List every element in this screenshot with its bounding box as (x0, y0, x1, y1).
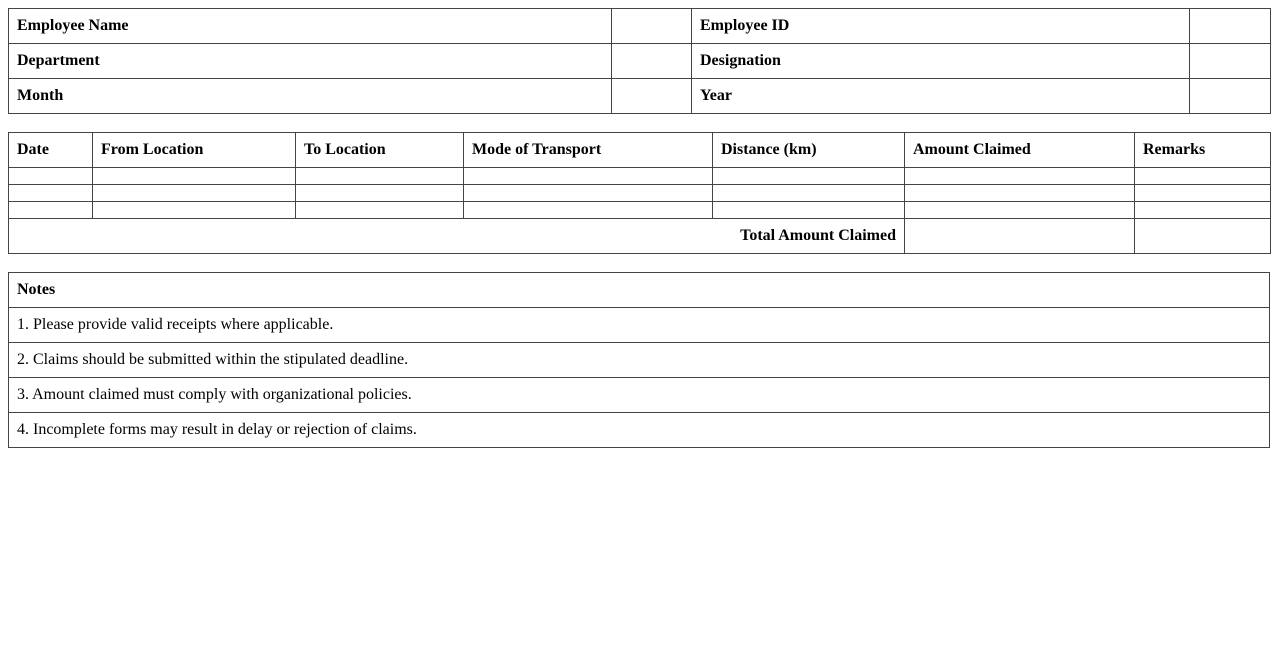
employee-info-table (8, 8, 1271, 114)
note-row (9, 413, 1270, 448)
employee-name-field[interactable] (612, 9, 692, 44)
header-mode-of-transport: Mode of Transport (464, 133, 713, 168)
note-row (9, 308, 1270, 343)
distance-cell[interactable] (713, 202, 905, 219)
note-item: 4. Incomplete forms may result in delay or rejection of claims. (9, 413, 1270, 448)
note-row (9, 343, 1270, 378)
month-field[interactable] (612, 79, 692, 114)
date-cell[interactable] (9, 185, 93, 202)
remarks-cell[interactable] (1135, 185, 1271, 202)
employee-name-row (9, 9, 1271, 44)
mode-of-transport-cell[interactable] (464, 168, 713, 185)
distance-cell[interactable] (713, 168, 905, 185)
department-label: Department (9, 44, 612, 79)
total-amount-label: Total Amount Claimed (9, 219, 905, 254)
header-remarks: Remarks (1135, 133, 1271, 168)
header-to-location: To Location (296, 133, 464, 168)
month-row (9, 79, 1271, 114)
total-remarks-field[interactable] (1135, 219, 1271, 254)
expense-row (9, 185, 1271, 202)
note-item: 3. Amount claimed must comply with organizational policies. (9, 378, 1270, 413)
header-amount-claimed: Amount Claimed (905, 133, 1135, 168)
remarks-cell[interactable] (1135, 202, 1271, 219)
header-date: Date (9, 133, 93, 168)
remarks-cell[interactable] (1135, 168, 1271, 185)
designation-label: Designation (692, 44, 1190, 79)
header-distance: Distance (km) (713, 133, 905, 168)
from-location-cell[interactable] (93, 185, 296, 202)
notes-table (8, 272, 1270, 448)
total-amount-field[interactable] (905, 219, 1135, 254)
mode-of-transport-cell[interactable] (464, 185, 713, 202)
year-label: Year (692, 79, 1190, 114)
expense-row (9, 168, 1271, 185)
amount-claimed-cell[interactable] (905, 185, 1135, 202)
year-field[interactable] (1190, 79, 1271, 114)
to-location-cell[interactable] (296, 185, 464, 202)
expense-header-row (9, 133, 1271, 168)
notes-header-row (9, 273, 1270, 308)
amount-claimed-cell[interactable] (905, 168, 1135, 185)
employee-name-label: Employee Name (9, 9, 612, 44)
notes-title: Notes (9, 273, 1270, 308)
note-row (9, 378, 1270, 413)
month-label: Month (9, 79, 612, 114)
employee-id-label: Employee ID (692, 9, 1190, 44)
designation-field[interactable] (1190, 44, 1271, 79)
total-row (9, 219, 1271, 254)
from-location-cell[interactable] (93, 202, 296, 219)
expense-table (8, 132, 1271, 254)
to-location-cell[interactable] (296, 168, 464, 185)
distance-cell[interactable] (713, 185, 905, 202)
department-row (9, 44, 1271, 79)
from-location-cell[interactable] (93, 168, 296, 185)
to-location-cell[interactable] (296, 202, 464, 219)
employee-id-field[interactable] (1190, 9, 1271, 44)
amount-claimed-cell[interactable] (905, 202, 1135, 219)
mode-of-transport-cell[interactable] (464, 202, 713, 219)
department-field[interactable] (612, 44, 692, 79)
expense-row (9, 202, 1271, 219)
date-cell[interactable] (9, 168, 93, 185)
header-from-location: From Location (93, 133, 296, 168)
note-item: 2. Claims should be submitted within the stipulated deadline. (9, 343, 1270, 378)
date-cell[interactable] (9, 202, 93, 219)
note-item: 1. Please provide valid receipts where applicable. (9, 308, 1270, 343)
